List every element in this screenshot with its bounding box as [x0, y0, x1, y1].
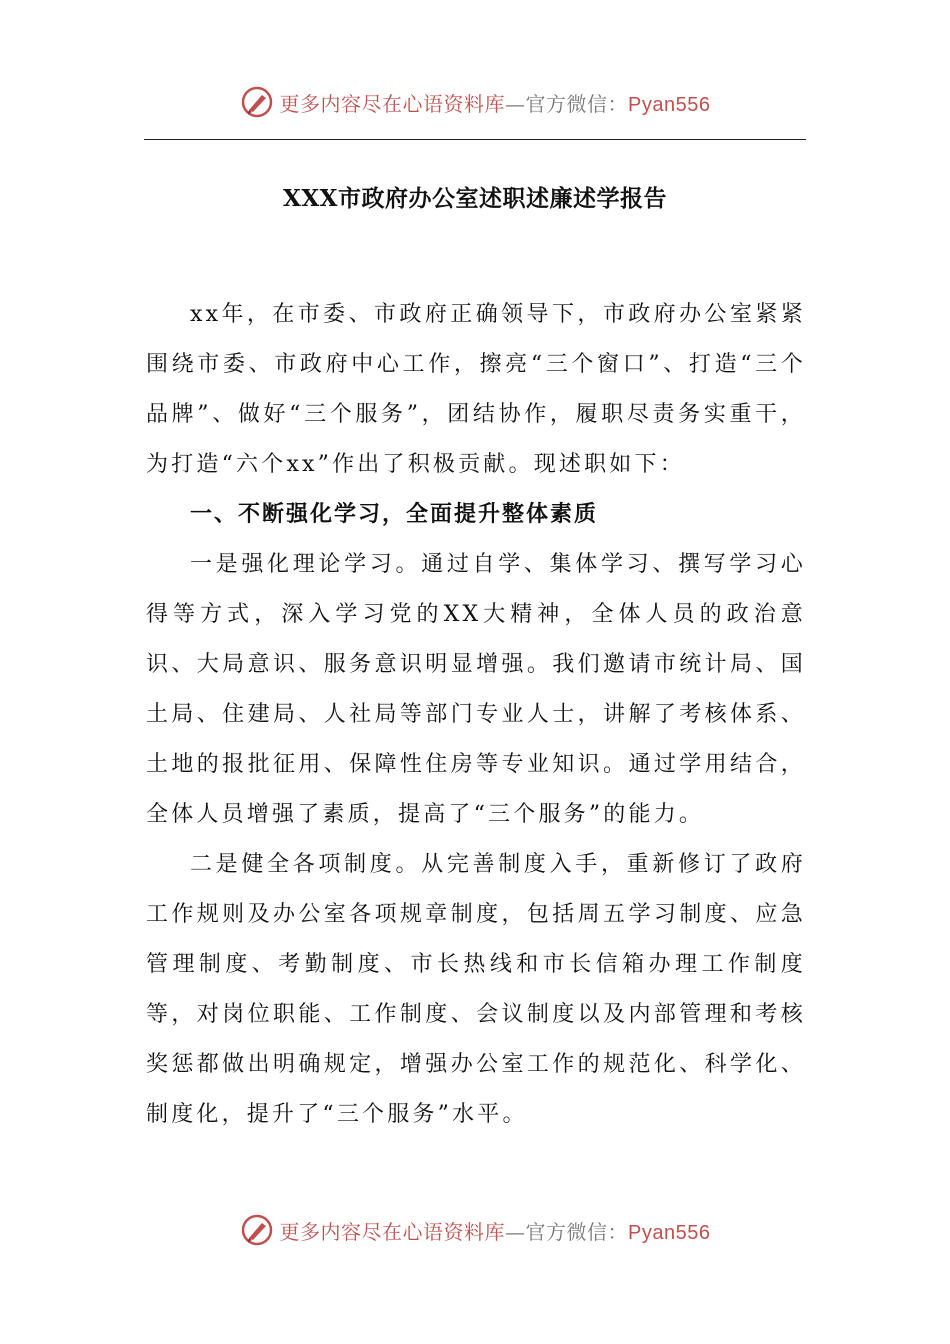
header-divider [144, 139, 806, 140]
watermark-text [280, 88, 711, 117]
section-heading-1: 一、不断强化学习，全面提升整体素质 [190, 502, 599, 527]
watermark-red-text: 更多内容尽在心语资料库 [279, 91, 506, 116]
document-title: XXX市政府办公室述职述廉述学报告 [282, 185, 668, 212]
document-body [146, 290, 806, 1140]
watermark-banner-top [0, 82, 950, 122]
watermark-gray-text: 官方微信： [525, 91, 629, 116]
watermark-wechat-id: Pyan556 [628, 1221, 711, 1244]
watermark-dash: — [505, 91, 526, 116]
watermark-gray-text: 官方微信： [525, 1219, 629, 1244]
paragraph-intro: xx年，在市委、市政府正确领导下，市政府办公室紧紧围绕市委、市政府中心工作，擦亮“三个窗口”、打造“三个品牌”、做好“三个服务”，团结协作，履职尽责务实重干，为打造“六个xx”作出了积极贡献。现述职如下： [146, 302, 806, 477]
pen-logo-icon [240, 85, 274, 119]
watermark-wechat-id: Pyan556 [628, 93, 711, 116]
paragraph-rules-system: 二是健全各项制度。从完善制度入手，重新修订了政府工作规则及办公室各项规章制度，包括周五学习制度、应急管理制度、考勤制度、市长热线和市长信箱办理工作制度等，对岗位职能、工作制度、会议制度以及内部管理和考核奖惩都做出明确规定，增强办公室工作的规范化、科学化、制度化，提升了“三个服务”水平。 [146, 852, 806, 1127]
pen-logo-icon [240, 1213, 274, 1247]
watermark-dash: — [505, 1219, 526, 1244]
watermark-red-text: 更多内容尽在心语资料库 [279, 1219, 506, 1244]
watermark-text [280, 1216, 711, 1245]
watermark-banner-bottom [0, 1210, 950, 1250]
paragraph-theory-study: 一是强化理论学习。通过自学、集体学习、撰写学习心得等方式，深入学习党的XX大精神，全体人员的政治意识、大局意识、服务意识明显增强。我们邀请市统计局、国土局、住建局、人社局等部门专业人士，讲解了考核体系、土地的报批征用、保障性住房等专业知识。通过学用结合，全体人员增强了素质，提高了“三个服务”的能力。 [146, 552, 806, 827]
